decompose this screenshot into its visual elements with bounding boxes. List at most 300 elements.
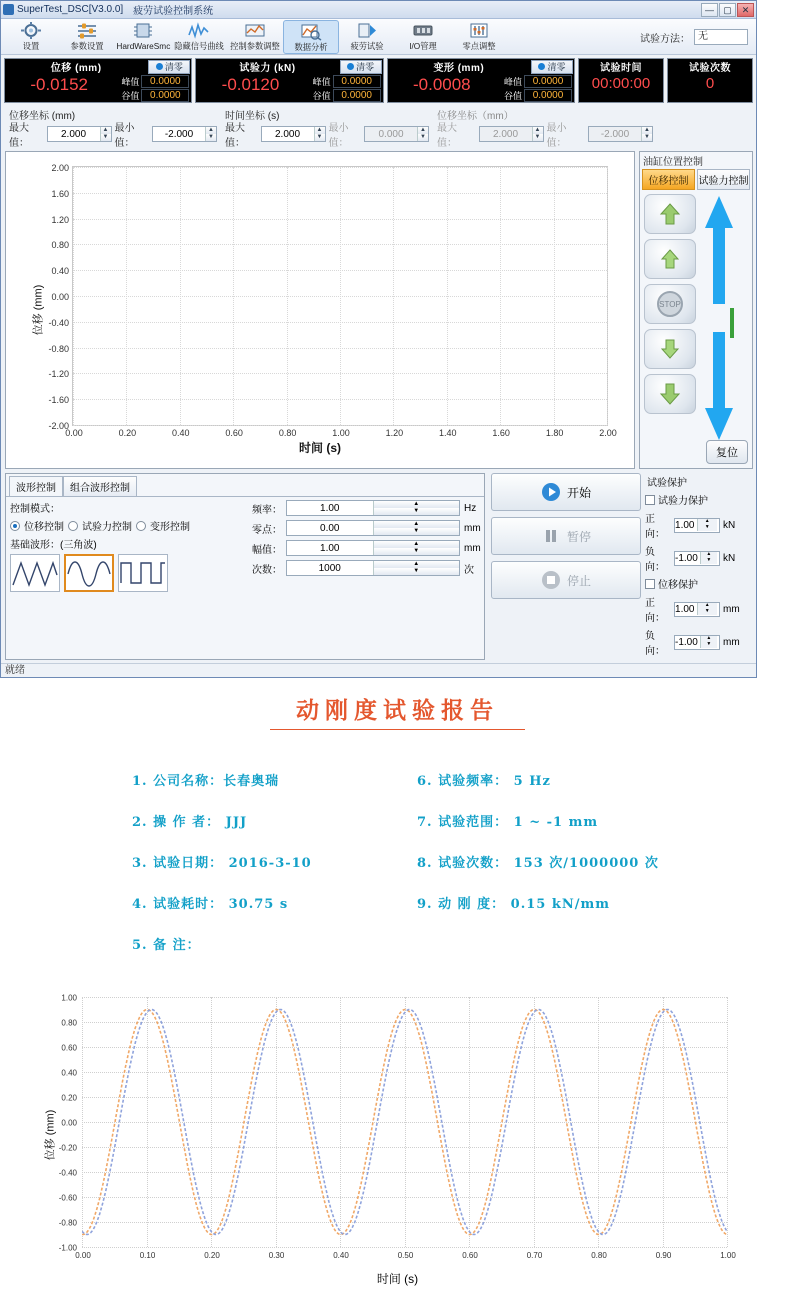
radio-force-control[interactable] bbox=[68, 521, 78, 531]
time-axis-max-input[interactable] bbox=[261, 126, 326, 142]
zero-label: 清零 bbox=[547, 62, 566, 72]
status-bar: 就绪 bbox=[1, 663, 756, 677]
x-axis-tick: 0.80 bbox=[591, 1251, 607, 1260]
spin-value[interactable] bbox=[48, 127, 100, 141]
radio-label: 试验力控制 bbox=[82, 522, 132, 533]
stop-button[interactable] bbox=[644, 284, 696, 324]
reset-button[interactable]: 复位 bbox=[706, 440, 748, 464]
grid-line bbox=[492, 167, 510, 438]
frequency-value: 1.00 bbox=[320, 502, 340, 514]
grid-line bbox=[720, 997, 736, 1260]
x-axis-tick: 0.80 bbox=[278, 428, 297, 438]
grid-line bbox=[545, 167, 564, 438]
readout-force bbox=[195, 58, 383, 103]
deformation-zero-button[interactable] bbox=[531, 60, 573, 74]
spinner-arrows[interactable]: ▲ ▼ bbox=[700, 552, 719, 564]
peak-value: 0.0000 bbox=[141, 75, 189, 88]
x-axis-tick: 0.40 bbox=[172, 428, 190, 438]
toolbar-item-hide-signal-curve[interactable] bbox=[171, 20, 227, 54]
window-title: SuperTest_DSC[V3.0.0] bbox=[17, 4, 124, 15]
x-axis-tick: 0.70 bbox=[526, 1251, 543, 1260]
spin-value[interactable] bbox=[262, 127, 314, 141]
readout-test-count bbox=[667, 58, 753, 103]
toolbar-item-io-management[interactable] bbox=[395, 20, 451, 54]
y-axis-tick: -0.60 bbox=[58, 1193, 77, 1203]
report-field-range: 7. 试验范围： 1 ~ -1 mm bbox=[417, 815, 599, 830]
base-wave-label-row bbox=[10, 536, 242, 551]
spinner-arrows[interactable]: ▲ ▼ bbox=[700, 636, 719, 648]
force-positive-input[interactable] bbox=[674, 518, 720, 533]
negative-label: 负向： bbox=[645, 547, 665, 573]
svg-text:STOP: STOP bbox=[659, 300, 681, 309]
peak-label: 峰值 bbox=[312, 76, 331, 87]
spin-value bbox=[589, 127, 641, 141]
slow-up-button[interactable] bbox=[644, 239, 696, 279]
test-method-select[interactable]: 无 bbox=[694, 29, 748, 45]
toolbar-label: 零点调整 bbox=[462, 41, 496, 51]
test-time-title: 试验时间 bbox=[599, 63, 642, 74]
spin-value bbox=[365, 127, 417, 141]
toolbar-label: 隐藏信号曲线 bbox=[174, 41, 224, 51]
readout-title: 位移 (mm) bbox=[50, 63, 102, 74]
app-icon bbox=[3, 4, 14, 15]
spinner-arrows[interactable]: ▲ ▼ bbox=[373, 501, 460, 515]
readout-title: 变形 (mm) bbox=[433, 63, 485, 74]
wave-mode-column bbox=[10, 500, 242, 592]
y-axis-tick: 0.00 bbox=[51, 292, 69, 302]
displacement-axis-min-input[interactable] bbox=[152, 126, 217, 142]
tab-force-control[interactable]: 试验力控制 bbox=[697, 169, 750, 190]
readout-row bbox=[1, 55, 756, 105]
force-negative-value: -1.00 bbox=[675, 552, 698, 564]
fatigue-icon bbox=[356, 21, 378, 40]
grid-line bbox=[225, 167, 243, 438]
y-axis-tick: 1.00 bbox=[61, 993, 77, 1003]
x-axis-tick: 0.00 bbox=[65, 428, 83, 438]
force-positive-unit: kN bbox=[723, 519, 736, 531]
displacement-negative-unit: mm bbox=[723, 636, 740, 648]
toolbar-label: I/O管理 bbox=[409, 41, 437, 51]
pause-button[interactable] bbox=[491, 517, 641, 555]
positive-label: 正向： bbox=[645, 598, 665, 624]
wave-panel-tabs bbox=[6, 474, 484, 496]
cycles-label: 次数： bbox=[252, 564, 282, 576]
toolbar-item-parameter-settings[interactable] bbox=[59, 20, 115, 54]
series-位移指令 bbox=[82, 1010, 727, 1235]
displacement-positive-unit: mm bbox=[723, 603, 740, 615]
report-title-underline bbox=[270, 729, 525, 730]
y-axis-tick: -0.80 bbox=[58, 1218, 77, 1228]
secondary-axis-max-input[interactable] bbox=[479, 126, 544, 142]
title-bar bbox=[1, 1, 756, 19]
force-zero-button[interactable] bbox=[340, 60, 382, 74]
pause-label: 暂停 bbox=[566, 529, 591, 544]
y-axis-tick: 0.60 bbox=[61, 1043, 77, 1053]
axis-max-label: 最大值： bbox=[225, 123, 245, 149]
frequency-input[interactable] bbox=[286, 500, 460, 516]
readout-deformation bbox=[387, 58, 575, 103]
wave-parameter-column bbox=[248, 500, 480, 592]
test-method-label: 试验方法： bbox=[640, 33, 690, 45]
toolbar-item-control-param-tune[interactable] bbox=[227, 20, 283, 54]
report-chart-curves bbox=[82, 997, 727, 1247]
wave-icon bbox=[188, 21, 210, 40]
x-axis-tick: 2.00 bbox=[599, 428, 617, 438]
grid-line bbox=[48, 421, 607, 431]
grid-line bbox=[439, 167, 457, 438]
radio-label: 变形控制 bbox=[150, 522, 190, 533]
report-chart-x-label: 时间 (s) bbox=[376, 1272, 419, 1286]
peak-value: 0.0000 bbox=[333, 75, 381, 88]
sliders-icon bbox=[76, 21, 98, 40]
y-axis-tick: -1.00 bbox=[58, 1243, 77, 1253]
sine-wave-button[interactable] bbox=[64, 554, 114, 592]
toolbar-label: HardWareSmc bbox=[116, 41, 170, 51]
protection-title: 试验保护 bbox=[647, 478, 687, 489]
report-chart-y-label: 位移 (mm) bbox=[44, 1109, 57, 1161]
test-method-group bbox=[640, 20, 754, 54]
zero-label: 清零 bbox=[356, 62, 375, 72]
y-axis-tick: 0.40 bbox=[61, 1068, 77, 1078]
axis-min-label: 最小值： bbox=[546, 123, 567, 149]
zero-point-label: 零点： bbox=[252, 524, 282, 536]
amplitude-row bbox=[248, 540, 480, 556]
grid-line bbox=[118, 167, 137, 438]
slow-down-button[interactable] bbox=[644, 329, 696, 369]
wave-control-panel bbox=[5, 473, 485, 660]
close-button[interactable]: ✕ bbox=[737, 3, 754, 17]
force-value: -0.0120 bbox=[221, 75, 280, 94]
control-mode-label: 控制模式： bbox=[10, 504, 60, 515]
report-field-operator: 2. 操 作 者： JJJ bbox=[132, 815, 248, 830]
spinner-arrows[interactable]: ▲ ▼ bbox=[697, 519, 720, 531]
x-axis-tick: 0.60 bbox=[462, 1251, 478, 1260]
x-axis-tick: 1.00 bbox=[720, 1251, 736, 1260]
x-axis-tick: 0.20 bbox=[204, 1251, 220, 1260]
displacement-negative-input[interactable] bbox=[674, 635, 720, 650]
axis-group-displacement-secondary bbox=[433, 107, 657, 151]
axis-max-label: 最大值： bbox=[437, 123, 457, 149]
valley-value: 0.0000 bbox=[524, 89, 572, 102]
valley-label: 谷值 bbox=[503, 90, 522, 101]
x-axis-tick: 0.60 bbox=[225, 428, 243, 438]
x-axis-tick: 1.00 bbox=[332, 428, 350, 438]
gear-icon bbox=[20, 21, 42, 40]
y-axis-tick: 1.20 bbox=[51, 214, 69, 225]
grid-line bbox=[332, 167, 350, 438]
displacement-axis-max-input[interactable] bbox=[47, 126, 112, 142]
grid-line bbox=[172, 167, 190, 438]
displacement-positive-value: 1.00 bbox=[675, 603, 695, 615]
force-protection-checkbox[interactable] bbox=[645, 495, 655, 505]
fast-up-button[interactable] bbox=[644, 194, 696, 234]
axis-caption: 位移坐标 (mm) bbox=[9, 111, 76, 122]
fast-down-button[interactable] bbox=[644, 374, 696, 414]
grid-line bbox=[278, 167, 297, 438]
x-axis-tick: 1.60 bbox=[492, 428, 510, 438]
double-arrow-slider-icon bbox=[704, 194, 734, 442]
displacement-protection-checkbox[interactable] bbox=[645, 579, 655, 589]
main-row bbox=[1, 151, 756, 469]
report-chart-plot-area bbox=[58, 993, 736, 1260]
axis-min-label: 最小值： bbox=[114, 123, 135, 149]
x-axis-tick: 0.30 bbox=[268, 1251, 285, 1260]
negative-label: 负向： bbox=[645, 631, 665, 657]
protection-panel bbox=[645, 473, 753, 660]
axis-caption: 位移坐标（mm） bbox=[437, 111, 514, 122]
zero-icon bbox=[156, 63, 163, 70]
report-field-frequency: 6. 试验频率： 5 Hz bbox=[417, 774, 551, 789]
stop-test-button[interactable] bbox=[491, 561, 641, 599]
double-down-arrow-icon bbox=[657, 381, 683, 407]
tab-wave-control[interactable]: 波形控制 bbox=[9, 476, 63, 496]
amplitude-label: 幅值： bbox=[252, 544, 282, 556]
grid-line bbox=[65, 167, 83, 438]
secondary-axis-min-input[interactable] bbox=[588, 126, 653, 142]
zero-point-value: 0.00 bbox=[320, 522, 340, 534]
axis-min-label: 最小值： bbox=[328, 123, 349, 149]
bottom-row bbox=[1, 469, 756, 663]
x-axis-tick: 0.40 bbox=[333, 1251, 349, 1260]
report-field-remark: 5. 备 注： bbox=[132, 938, 201, 953]
y-axis-tick: -0.20 bbox=[58, 1143, 77, 1153]
x-axis-tick: 0.50 bbox=[397, 1251, 414, 1260]
toolbar-label: 疲劳试验 bbox=[350, 41, 384, 51]
spinner-arrows[interactable]: ▲ ▼ bbox=[100, 127, 111, 141]
displacement-protection-negative-row bbox=[645, 627, 753, 657]
double-up-arrow-icon bbox=[657, 201, 683, 227]
down-arrow-icon bbox=[657, 336, 683, 362]
test-count-value: 0 bbox=[705, 75, 715, 92]
main-toolbar bbox=[1, 19, 756, 55]
toolbar-label: 控制参数调整 bbox=[230, 41, 280, 51]
spin-value bbox=[480, 127, 532, 141]
spinner-arrows[interactable]: ▲ ▼ bbox=[532, 127, 543, 141]
tab-combined-wave-control[interactable]: 组合波形控制 bbox=[63, 476, 137, 496]
cylinder-panel-tabs bbox=[640, 169, 752, 190]
amplitude-input[interactable] bbox=[286, 540, 460, 556]
x-axis-tick: 1.80 bbox=[545, 428, 564, 438]
toolbar-item-zero-adjust[interactable] bbox=[451, 20, 507, 54]
application-window bbox=[0, 0, 757, 678]
valley-label: 谷值 bbox=[312, 90, 331, 101]
y-axis-tick: 0.00 bbox=[61, 1118, 77, 1128]
zero-label: 清零 bbox=[164, 62, 183, 72]
radio-deformation-control[interactable] bbox=[136, 521, 146, 531]
spinner-arrows[interactable]: ▲ ▼ bbox=[373, 521, 460, 535]
y-axis-tick: -0.80 bbox=[48, 343, 69, 354]
readout-title: 试验力 (kN) bbox=[239, 63, 296, 74]
minimize-button[interactable]: — bbox=[701, 3, 718, 17]
chart-x-axis-label: 时间 (s) bbox=[298, 441, 341, 455]
y-axis-tick: -1.60 bbox=[48, 395, 69, 406]
positive-label: 正向： bbox=[645, 514, 665, 540]
toolbar-label: 设置 bbox=[22, 41, 40, 51]
frequency-row bbox=[248, 500, 480, 516]
x-axis-tick: 1.40 bbox=[439, 428, 457, 438]
spinner-arrows[interactable]: ▲ ▼ bbox=[417, 127, 428, 141]
tune-icon bbox=[244, 21, 266, 40]
zero-point-unit: mm bbox=[464, 522, 481, 534]
cycles-unit: 次 bbox=[464, 564, 474, 576]
chip-icon bbox=[132, 21, 154, 40]
axis-caption: 时间坐标 (s) bbox=[225, 111, 280, 122]
axis-group-displacement bbox=[5, 107, 221, 151]
control-mode-label-row bbox=[10, 500, 242, 515]
window-buttons bbox=[701, 3, 754, 17]
valley-value: 0.0000 bbox=[333, 89, 381, 102]
stop-circle-icon bbox=[541, 570, 561, 590]
main-chart bbox=[5, 151, 635, 469]
axis-settings-bar bbox=[1, 105, 756, 151]
valley-label: 谷值 bbox=[121, 90, 140, 101]
cycles-input[interactable] bbox=[286, 560, 460, 576]
report-chart bbox=[0, 975, 795, 1295]
chart-y-axis-label: 位移 (mm) bbox=[32, 284, 45, 336]
spin-value[interactable] bbox=[153, 127, 205, 141]
amplitude-unit: mm bbox=[464, 542, 481, 554]
test-count-title: 试验次数 bbox=[688, 63, 731, 74]
stop-icon bbox=[655, 289, 685, 319]
frequency-label: 频率： bbox=[252, 504, 282, 516]
start-button[interactable] bbox=[491, 473, 641, 511]
triangle-wave-button[interactable] bbox=[10, 554, 60, 592]
run-control-column bbox=[489, 473, 641, 660]
test-time-value: 00:00:00 bbox=[591, 75, 651, 92]
cylinder-position-panel bbox=[639, 151, 753, 469]
zero-point-row bbox=[248, 520, 480, 536]
displacement-value: -0.0152 bbox=[30, 75, 88, 94]
peak-value: 0.0000 bbox=[524, 75, 572, 88]
x-axis-tick: 0.00 bbox=[75, 1251, 91, 1260]
x-axis-tick: 0.10 bbox=[139, 1251, 156, 1260]
y-axis-tick: 1.60 bbox=[51, 188, 69, 199]
y-axis-tick: 2.00 bbox=[51, 163, 69, 173]
report-field-cycles: 8. 试验次数： 153 次/1000000 次 bbox=[417, 856, 659, 871]
force-negative-unit: kN bbox=[723, 552, 736, 564]
cylinder-panel-caption: 油缸位置控制 bbox=[643, 157, 703, 168]
y-axis-tick: 0.80 bbox=[51, 240, 69, 251]
displacement-protection-check-row bbox=[645, 576, 753, 591]
tab-displacement-control[interactable]: 位移控制 bbox=[642, 169, 695, 190]
force-positive-value: 1.00 bbox=[675, 519, 695, 531]
axis-max-label: 最大值： bbox=[9, 123, 29, 149]
x-axis-tick: 0.20 bbox=[118, 428, 137, 438]
wave-panel-body bbox=[6, 496, 484, 596]
spinner-arrows[interactable]: ▲ ▼ bbox=[373, 561, 460, 575]
toolbar-item-data-analysis[interactable] bbox=[283, 20, 339, 54]
cycles-value: 1000 bbox=[318, 562, 341, 574]
displacement-protection-label: 位移保护 bbox=[658, 580, 698, 591]
report-section bbox=[0, 678, 795, 1295]
start-label: 开始 bbox=[566, 485, 591, 500]
valley-value: 0.0000 bbox=[141, 89, 189, 102]
force-protection-label: 试验力保护 bbox=[658, 496, 708, 507]
peak-label: 峰值 bbox=[503, 76, 522, 87]
zero-point-input[interactable] bbox=[286, 520, 460, 536]
axis-group-time bbox=[221, 107, 433, 151]
play-icon bbox=[541, 482, 561, 502]
wave-type-selector bbox=[10, 554, 242, 592]
y-axis-tick: 0.80 bbox=[61, 1018, 77, 1028]
cylinder-panel-body bbox=[640, 190, 752, 442]
grid-line bbox=[385, 167, 404, 438]
chart-plot-area[interactable] bbox=[48, 163, 617, 438]
readout-displacement bbox=[4, 58, 192, 103]
displacement-protection-positive-row bbox=[645, 594, 753, 624]
report-field-date: 3. 试验日期： 2016-3-10 bbox=[132, 856, 312, 871]
toolbar-item-fatigue-test[interactable] bbox=[339, 20, 395, 54]
peak-label: 峰值 bbox=[121, 76, 140, 87]
analysis-icon bbox=[300, 22, 322, 41]
toolbar-item-hardware-smc[interactable] bbox=[115, 20, 171, 54]
force-protection-check-row bbox=[645, 492, 753, 507]
base-wave-label: 基础波形：(三角波) bbox=[10, 540, 97, 551]
readout-test-time bbox=[578, 58, 664, 103]
report-field-duration: 4. 试验耗时： 30.75 s bbox=[132, 897, 289, 912]
io-icon bbox=[412, 21, 434, 40]
report-field-empty bbox=[417, 934, 795, 953]
y-axis-tick: 0.40 bbox=[51, 266, 69, 277]
toolbar-item-settings[interactable] bbox=[3, 20, 59, 54]
up-arrow-icon bbox=[657, 246, 683, 272]
stop-label: 停止 bbox=[566, 573, 591, 588]
spinner-arrows[interactable]: ▲ ▼ bbox=[373, 541, 460, 555]
zero-icon bbox=[347, 63, 354, 70]
control-mode-radios bbox=[10, 518, 242, 533]
y-axis-tick: 0.20 bbox=[61, 1093, 77, 1103]
frequency-unit: Hz bbox=[464, 502, 477, 514]
spinner-arrows[interactable]: ▲ ▼ bbox=[205, 127, 216, 141]
spinner-arrows[interactable]: ▲ ▼ bbox=[641, 127, 652, 141]
deformation-value: -0.0008 bbox=[412, 75, 471, 94]
y-axis-tick: -0.40 bbox=[58, 1168, 77, 1178]
position-slider[interactable] bbox=[704, 194, 734, 442]
jog-button-column bbox=[644, 194, 696, 442]
zero-icon bbox=[538, 63, 545, 70]
amplitude-value: 1.00 bbox=[320, 542, 340, 554]
window-subtitle: 疲劳试验控制系统 bbox=[133, 6, 214, 17]
displacement-positive-input[interactable] bbox=[674, 602, 720, 617]
report-title: 动刚度试验报告 bbox=[296, 697, 499, 724]
displacement-zero-button[interactable] bbox=[148, 60, 190, 74]
report-info-grid bbox=[0, 748, 795, 953]
force-protection-negative-row bbox=[645, 543, 753, 573]
toolbar-label: 数据分析 bbox=[294, 42, 328, 52]
radio-label: 位移控制 bbox=[24, 522, 64, 533]
x-axis-tick: 0.90 bbox=[655, 1251, 672, 1260]
time-axis-min-input[interactable] bbox=[364, 126, 429, 142]
square-wave-button[interactable] bbox=[118, 554, 168, 592]
zero-icon bbox=[468, 21, 490, 40]
displacement-negative-value: -1.00 bbox=[675, 636, 698, 648]
radio-displacement-control[interactable] bbox=[10, 521, 20, 531]
y-axis-tick: -1.20 bbox=[48, 369, 69, 380]
pause-icon bbox=[541, 526, 561, 546]
maximize-button[interactable]: ▢ bbox=[719, 3, 736, 17]
y-axis-tick: -2.00 bbox=[48, 421, 69, 431]
grid-line bbox=[58, 1243, 727, 1253]
report-field-dynamic-stiffness: 9. 动 刚 度： 0.15 kN/mm bbox=[417, 897, 611, 912]
force-negative-input[interactable] bbox=[674, 551, 720, 566]
grid-line bbox=[599, 167, 617, 438]
spinner-arrows[interactable]: ▲ ▼ bbox=[697, 603, 720, 615]
spinner-arrows[interactable]: ▲ ▼ bbox=[314, 127, 325, 141]
x-axis-tick: 1.20 bbox=[385, 428, 404, 438]
report-field-company: 1. 公司名称：长春奥瑞 bbox=[132, 774, 280, 789]
y-axis-tick: -0.40 bbox=[48, 317, 69, 328]
cycles-row bbox=[248, 560, 480, 576]
